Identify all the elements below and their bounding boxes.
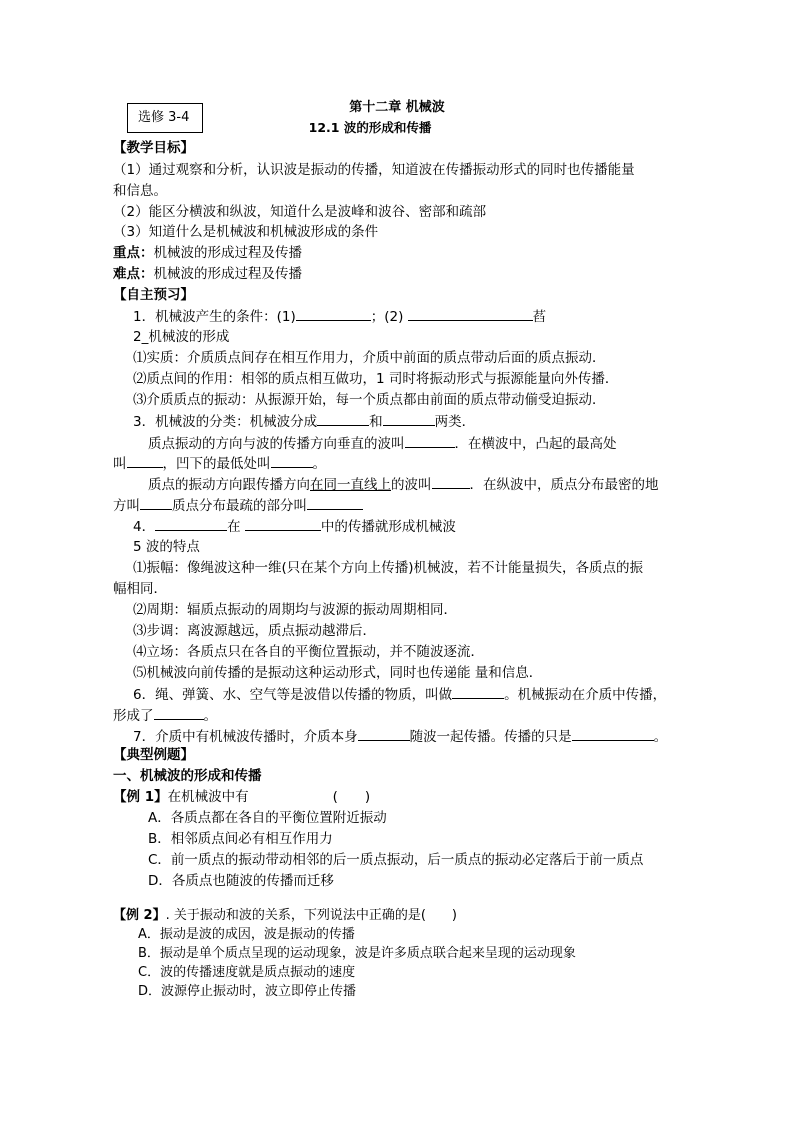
blank[interactable] [452, 684, 504, 699]
lg-text-5: 质点分布最疏的部分叫 [172, 498, 307, 514]
q6-text-3: 形成了 [113, 708, 154, 724]
difficulty-label: 难点： [113, 266, 154, 282]
course-badge: 选修 3-4 [127, 103, 203, 133]
objective-3: （3）知道什么是机械波和机械波形成的条件 [113, 224, 379, 240]
example-1-option-d[interactable]: D．各质点也随波的传播而迁移 [148, 873, 334, 889]
blank[interactable] [405, 433, 455, 448]
preview-q5-1-cont: 幅相同． [113, 581, 167, 597]
example-2-label: 【例 2】 [113, 908, 166, 923]
blank[interactable] [154, 705, 204, 720]
example-2-option-d[interactable]: D．波源停止振动时，波立即停止传播 [138, 984, 357, 999]
blank[interactable] [317, 411, 369, 426]
q7-text: 7．介质中有机械波传播时，介质本身 [133, 729, 358, 745]
chapter-title: 第十二章 机械波 [349, 100, 445, 115]
example-1-label: 【例 1】 [113, 789, 168, 805]
example-1-text: 在机械波中有 [167, 789, 249, 805]
q1-text-3: 萏 [532, 309, 547, 325]
q1-text: 1．机械波产生的条件：(1) [133, 309, 296, 325]
preview-q4 [133, 516, 456, 537]
example-2-option-c[interactable]: C．波的传播速度就是质点振动的速度 [138, 965, 356, 980]
blank[interactable] [140, 495, 172, 510]
lg-text-3: ．在纵波中，质点分布最密的地 [469, 477, 659, 493]
blank[interactable] [127, 453, 163, 468]
q3-text-3: 两类． [434, 414, 476, 430]
tr-text-4: ，凹下的最低处叫 [162, 456, 271, 472]
q4-text: 4． [133, 519, 156, 535]
blank[interactable] [572, 726, 654, 741]
blank[interactable] [408, 306, 533, 321]
part-heading: 一、机械波的形成和传播 [113, 768, 262, 784]
tr-text: 质点振动的方向与波的传播方向垂直的波叫 [148, 436, 405, 452]
tr-text-5: 。 [312, 456, 326, 472]
preview-q2-2: ⑵质点间的作用：相邻的质点相互做功，1 司时将振动形式与振源能量向外传播． [133, 371, 619, 387]
example-1-answer-paren: ( ) [332, 789, 371, 805]
blank[interactable] [245, 516, 321, 531]
q7-text-3: 。 [653, 729, 668, 745]
longitudinal-line-2 [113, 495, 363, 516]
q4-text-3: 中的传播就形成机械波 [320, 519, 456, 535]
key-point-label: 重点： [113, 245, 154, 261]
difficulty-text: 机械波的形成过程及传播 [153, 266, 302, 282]
blank[interactable] [383, 411, 435, 426]
lg-underlined: 在同一直线上 [310, 477, 391, 493]
lesson-title: 12.1 波的形成和传播 [308, 120, 432, 135]
q3-text-2: 和 [369, 414, 383, 430]
preview-q3 [133, 411, 475, 432]
example-1-option-a[interactable]: A．各质点都在各自的平衡位置附近振动 [148, 810, 387, 826]
preview-q5-4: ⑷立场：各质点只在各自的平衡位置振动，并不随波逐流． [133, 644, 484, 660]
lg-text: 质点的振动方向跟传播方向 [148, 477, 310, 493]
transverse-line-2 [113, 453, 326, 474]
q4-text-2: 在 [227, 519, 245, 535]
blank[interactable] [358, 726, 410, 741]
lg-text-2: 的波叫 [391, 477, 432, 493]
preview-q1 [133, 306, 546, 327]
blank[interactable] [307, 495, 363, 510]
example-2-option-a[interactable]: A．振动是波的成因，波是振动的传播 [138, 927, 355, 942]
preview-q2: 2_机械波的形成 [133, 329, 230, 345]
blank[interactable] [296, 306, 371, 321]
q1-text-2: ；(2) [370, 309, 408, 325]
preview-q5: 5 波的特点 [133, 539, 200, 555]
q6-text-4: 。 [203, 708, 217, 724]
preview-q7 [133, 726, 667, 747]
q6-text: 6．绳、弹簧、水、空气等是波借以传播的物质，叫做 [133, 687, 453, 703]
example-1-option-c[interactable]: C．前一质点的振动带动相邻的后一质点振动，后一质点的振动必定落后于前一质点 [148, 852, 644, 868]
preview-q6-cont [113, 705, 217, 726]
key-point [113, 243, 302, 263]
blank[interactable] [271, 453, 313, 468]
preview-q5-3: ⑶步调：离波源越远，质点振动越滞后． [133, 623, 376, 639]
section-examples: 【典型例题】 [113, 747, 194, 763]
section-objectives: 【教学目标】 [113, 140, 194, 156]
blank[interactable] [432, 474, 470, 489]
tr-text-3: 叫 [113, 456, 127, 472]
preview-q5-1: ⑴振幅：像绳波这种一维(只在某个方向上传播)机械波，若不计能量损失，各质点的振 [133, 560, 644, 576]
preview-q2-3: ⑶介质质点的振动：从振源开始，每一个质点都由前面的质点带动偂受迫振动． [133, 392, 606, 408]
example-1-stem [113, 787, 370, 807]
example-2-stem [113, 906, 457, 926]
objective-1-cont: 和信息。 [113, 183, 167, 199]
q7-text-2: 随波一起传播。传播的只是 [409, 729, 572, 745]
q6-text-2: 。机械振动在介质中传播， [504, 687, 667, 703]
preview-q5-2: ⑵周期：辐质点振动的周期均与波源的振动周期相同． [133, 602, 457, 618]
key-point-text: 机械波的形成过程及传播 [153, 245, 302, 261]
longitudinal-line-1 [148, 474, 659, 495]
example-2-text: . 关于振动和波的关系，下列说法中正确的是( ) [165, 908, 457, 923]
objective-2: （2）能区分横波和纵波，知道什么是波峰和波谷、密部和疏部 [113, 204, 487, 220]
preview-q5-5: ⑸机械波向前传播的是振动这种运动形式，同时也传递能 量和信息． [133, 665, 543, 681]
section-preview: 【自主预习】 [113, 287, 194, 303]
example-1-option-b[interactable]: B．相邻质点间必有相互作用力 [148, 831, 333, 847]
preview-q6 [133, 684, 666, 705]
preview-q2-1: ⑴实质：介质质点间存在相互作用力，介质中前面的质点带动后面的质点振动． [133, 350, 606, 366]
lg-text-4: 方叫 [113, 498, 140, 514]
objective-1: （1）通过观察和分析，认识波是振动的传播，知道波在传播振动形式的同时也传播能量 [113, 162, 635, 178]
difficulty [113, 264, 302, 284]
blank[interactable] [155, 516, 227, 531]
transverse-line-1 [148, 433, 617, 454]
tr-text-2: ．在横波中，凸起的最高处 [454, 436, 617, 452]
example-2-option-b[interactable]: B．振动是单个质点呈现的运动现象，波是许多质点联合起来呈现的运动现象 [138, 946, 576, 961]
q3-text: 3．机械波的分类：机械波分成 [133, 414, 318, 430]
